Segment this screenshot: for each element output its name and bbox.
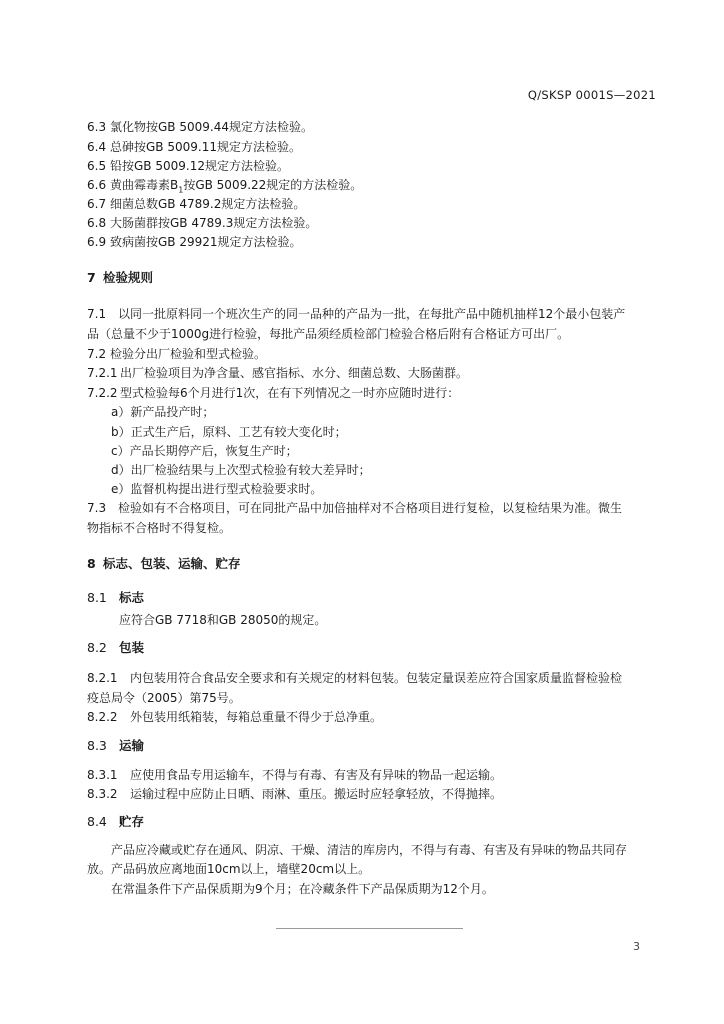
subsection-number: 8.3 xyxy=(87,738,107,753)
clause-7-3-line1 xyxy=(87,498,659,518)
clause-8-2-2 xyxy=(87,707,659,727)
clause-text: 致病菌按GB 29921规定方法检验。 xyxy=(110,235,302,249)
clause-7-1-line2: 品（总量不少于1000g进行检验，每批产品须经质检部门检验合格后附有合格证方可出厂。 xyxy=(87,327,570,341)
list-item-e: e）监督机构提出进行型式检验要求时。 xyxy=(111,482,323,496)
clause-number: 7.2 xyxy=(87,347,107,361)
subsection-number: 8.1 xyxy=(87,590,107,605)
clause-text-cont: 按GB 5009.22规定的方法检验。 xyxy=(183,178,363,192)
footer-divider xyxy=(276,928,463,929)
clause-7-3-line2: 物指标不合格时不得复检。 xyxy=(87,521,232,535)
section-title: 检验规则 xyxy=(103,270,154,285)
clause-6-8 xyxy=(87,213,659,233)
clause-number: 6.6 xyxy=(87,178,107,192)
clause-text: 总砷按GB 5009.11规定方法检验。 xyxy=(110,140,301,154)
clause-number: 6.9 xyxy=(87,235,107,249)
subsection-8-1-heading xyxy=(87,588,659,608)
clause-text: 以同一批原料同一个班次生产的同一品种的产品为一批，在每批产品中随机抽样12个最小包装产 xyxy=(118,307,626,321)
subsection-title: 贮存 xyxy=(119,814,145,829)
clause-text: 铅按GB 5009.12规定方法检验。 xyxy=(110,159,289,173)
clause-7-2-2 xyxy=(87,383,659,403)
subsection-8-4-heading xyxy=(87,812,659,832)
clause-text: 型式检验每6个月进行1次，在有下列情况之一时亦应随时进行： xyxy=(120,386,460,400)
clause-6-9 xyxy=(87,232,659,252)
subsection-number: 8.4 xyxy=(87,814,107,829)
clause-text: 检验如有不合格项目，可在同批产品中加倍抽样对不合格项目进行复检，以复检结果为准。微生 xyxy=(118,501,623,515)
clause-text: 大肠菌群按GB 4789.3规定方法检验。 xyxy=(110,216,318,230)
clause-6-3 xyxy=(87,117,659,137)
clause-number: 6.3 xyxy=(87,120,107,134)
clause-number: 7.2.2 xyxy=(87,386,118,400)
clause-6-5 xyxy=(87,156,659,176)
clause-8-2-1-line1 xyxy=(87,668,659,688)
document-code: Q/SKSP 0001S—2021 xyxy=(527,88,656,102)
page-number: 3 xyxy=(633,940,640,953)
clause-text: 氯化物按GB 5009.44规定方法检验。 xyxy=(110,120,313,134)
clause-text: 外包装用纸箱装，每箱总重量不得少于总净重。 xyxy=(130,710,383,724)
clause-number: 8.3.1 xyxy=(87,768,118,782)
list-item-a: a）新产品投产时； xyxy=(111,405,215,419)
clause-number: 6.7 xyxy=(87,197,107,211)
clause-text: 出厂检验项目为净含量、感官指标、水分、细菌总数、大肠菌群。 xyxy=(120,366,469,380)
clause-text: 运输过程中应防止日晒、雨淋、重压。搬运时应轻拿轻放，不得抛摔。 xyxy=(130,787,503,801)
clause-text: 内包装用符合食品安全要求和有关规定的材料包装。包装定量误差应符合国家质量监督检验检 xyxy=(130,671,623,685)
subsection-8-1-text: 应符合GB 7718和GB 28050的规定。 xyxy=(119,613,327,627)
clause-number: 8.3.2 xyxy=(87,787,118,801)
clause-number: 6.4 xyxy=(87,140,107,154)
clause-text: 细菌总数GB 4789.2规定方法检验。 xyxy=(110,197,306,211)
subsection-8-4-line3: 在常温条件下产品保质期为9个月；在冷藏条件下产品保质期为12个月。 xyxy=(111,882,494,896)
clause-8-3-1 xyxy=(87,765,659,785)
subscript: 1 xyxy=(178,185,184,195)
clause-7-1-line1 xyxy=(87,304,659,324)
subsection-8-4-line2: 放。产品码放应离地面10cm以上，墙壁20cm以上。 xyxy=(87,862,371,876)
section-7-heading xyxy=(87,268,659,288)
clause-number: 7.2.1 xyxy=(87,366,118,380)
clause-text: 黄曲霉毒素B xyxy=(110,178,179,192)
clause-number: 7.3 xyxy=(87,501,107,515)
subsection-title: 标志 xyxy=(119,590,145,605)
subsection-8-4-line1: 产品应冷藏或贮存在通风、阴凉、干燥、清洁的库房内，不得与有毒、有害及有异味的物品共同存 xyxy=(111,843,628,857)
subsection-8-2-heading xyxy=(87,638,659,658)
section-number: 7 xyxy=(87,270,96,285)
clause-8-2-1-line2: 疫总局令（2005）第75号。 xyxy=(87,691,241,705)
subsection-8-3-heading xyxy=(87,736,659,756)
section-title: 标志、包装、运输、贮存 xyxy=(103,556,241,571)
list-item-c: c）产品长期停产后，恢复生产时； xyxy=(111,444,298,458)
section-8-heading xyxy=(87,554,659,574)
clause-6-7 xyxy=(87,194,659,214)
clause-7-2-1 xyxy=(87,363,659,383)
clause-text: 应使用食品专用运输车，不得与有毒、有害及有异味的物品一起运输。 xyxy=(130,768,503,782)
subsection-title: 运输 xyxy=(119,738,145,753)
clause-number: 8.2.1 xyxy=(87,671,118,685)
clause-8-3-2 xyxy=(87,784,659,804)
clause-6-4 xyxy=(87,137,659,157)
subsection-number: 8.2 xyxy=(87,640,107,655)
clause-number: 6.5 xyxy=(87,159,107,173)
section-number: 8 xyxy=(87,556,96,571)
clause-text: 检验分出厂检验和型式检验。 xyxy=(110,347,267,361)
clause-number: 6.8 xyxy=(87,216,107,230)
list-item-b: b）正式生产后，原料、工艺有较大变化时； xyxy=(111,425,347,439)
clause-number: 7.1 xyxy=(87,307,107,321)
list-item-d: d）出厂检验结果与上次型式检验有较大差异时； xyxy=(111,463,371,477)
clause-number: 8.2.2 xyxy=(87,710,118,724)
clause-7-2 xyxy=(87,344,659,364)
subsection-title: 包装 xyxy=(119,640,145,655)
